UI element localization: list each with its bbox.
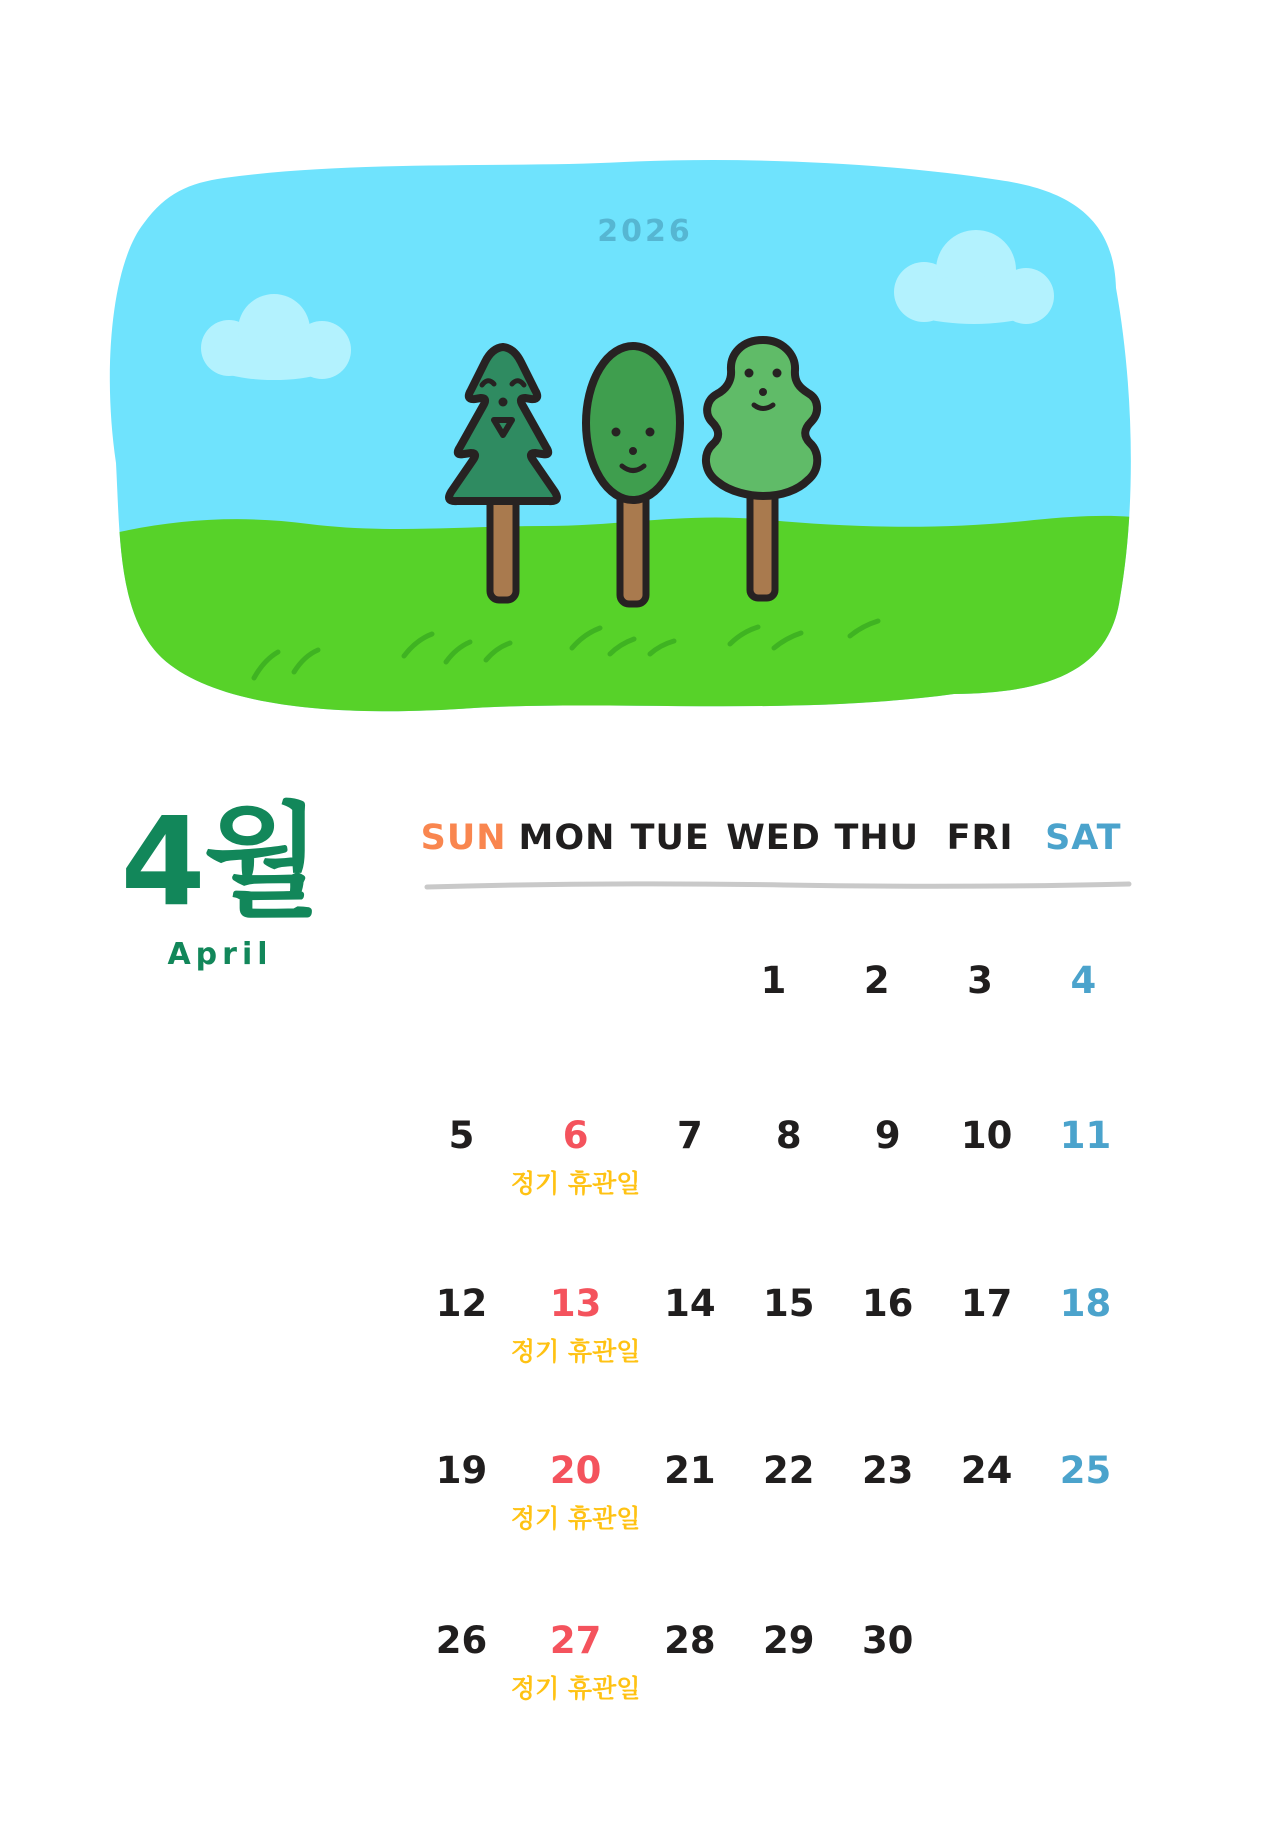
calendar-week [412, 1103, 1135, 1199]
calendar-week [412, 1438, 1135, 1534]
date-number: 21 [664, 1448, 716, 1492]
calendar-cell [640, 1271, 739, 1367]
calendar-cell [937, 1438, 1036, 1534]
date-number: 17 [960, 1281, 1013, 1325]
date-number: 16 [861, 1281, 914, 1325]
calendar-week [412, 1271, 1135, 1367]
closure-note: 정기 휴관일 [510, 1674, 641, 1703]
date-number: 23 [861, 1448, 914, 1492]
date-number: 29 [763, 1618, 815, 1662]
closure-note: 정기 휴관일 [510, 1169, 641, 1198]
calendar-cell [838, 1103, 937, 1199]
calendar-cell [838, 1608, 937, 1704]
date-number: 13 [549, 1281, 602, 1325]
weekday-label-tue: TUE [630, 818, 710, 858]
weekday-label-sun: SUN [420, 818, 507, 858]
closure-note: 정기 휴관일 [510, 1504, 641, 1533]
calendar-cell [412, 1271, 511, 1367]
calendar-cell [1036, 1438, 1135, 1534]
date-number: 15 [763, 1281, 815, 1325]
calendar-cell [739, 1103, 838, 1199]
closure-note: 정기 휴관일 [510, 1337, 641, 1366]
calendar-grid [412, 0, 1135, 1837]
calendar-cell [619, 948, 722, 1012]
calendar-cell [838, 1438, 937, 1534]
date-number: 22 [763, 1448, 815, 1492]
weekday-label-mon: MON [518, 818, 616, 858]
calendar-cell [928, 948, 1031, 1012]
date-number: 6 [562, 1113, 589, 1157]
calendar-cell [412, 1438, 511, 1534]
date-number: 19 [435, 1448, 488, 1492]
calendar-cell [412, 1608, 511, 1704]
weekday-label-wed: WED [726, 818, 821, 858]
calendar-cell [838, 1271, 937, 1367]
date-number: 30 [861, 1618, 914, 1662]
date-number: 14 [664, 1281, 716, 1325]
calendar-cell [511, 1608, 640, 1704]
date-number: 3 [967, 958, 993, 1002]
month-title: 4월 [120, 791, 320, 933]
calendar-cell [511, 1438, 640, 1534]
date-number: 5 [448, 1113, 475, 1157]
date-number: 7 [676, 1113, 703, 1157]
calendar-cell [937, 1271, 1036, 1367]
calendar-cell [640, 1608, 739, 1704]
calendar-cell [640, 1438, 739, 1534]
date-number: 8 [775, 1113, 802, 1157]
calendar-cell [739, 1608, 838, 1704]
calendar-cell [511, 1103, 640, 1199]
calendar-cell [1036, 1103, 1135, 1199]
calendar-cell [722, 948, 825, 1012]
month-subtitle: April [167, 937, 273, 973]
weekday-label-sat: SAT [1045, 818, 1122, 858]
calendar-cell [739, 1271, 838, 1367]
calendar-cell [412, 1103, 511, 1199]
calendar-cell [515, 948, 618, 1012]
date-number: 4 [1070, 958, 1097, 1002]
date-number: 25 [1059, 1448, 1112, 1492]
calendar-cell [412, 948, 515, 1012]
date-number: 20 [549, 1448, 602, 1492]
calendar-cell [937, 1103, 1036, 1199]
date-number: 24 [960, 1448, 1013, 1492]
calendar-cell [825, 948, 928, 1012]
date-number: 28 [664, 1618, 716, 1662]
calendar-cell [1036, 1271, 1135, 1367]
date-number: 11 [1059, 1113, 1112, 1157]
date-number: 12 [435, 1281, 488, 1325]
date-number: 18 [1059, 1281, 1112, 1325]
date-number: 1 [760, 958, 787, 1002]
date-number: 26 [435, 1618, 488, 1662]
calendar-week [412, 948, 1135, 1012]
calendar-cell [1036, 1608, 1135, 1704]
calendar-cell [640, 1103, 739, 1199]
year-label: 2026 [597, 214, 693, 249]
calendar-cell [937, 1608, 1036, 1704]
calendar-cell [739, 1438, 838, 1534]
date-number: 9 [874, 1113, 901, 1157]
weekday-label-fri: FRI [946, 818, 1014, 858]
calendar-cell [1032, 948, 1135, 1012]
month-title-block [100, 791, 340, 973]
date-number: 27 [549, 1618, 602, 1662]
calendar-week [412, 1608, 1135, 1704]
date-number: 10 [960, 1113, 1013, 1157]
calendar-cell [511, 1271, 640, 1367]
weekday-label-thu: THU [834, 818, 920, 858]
date-number: 2 [863, 958, 890, 1002]
